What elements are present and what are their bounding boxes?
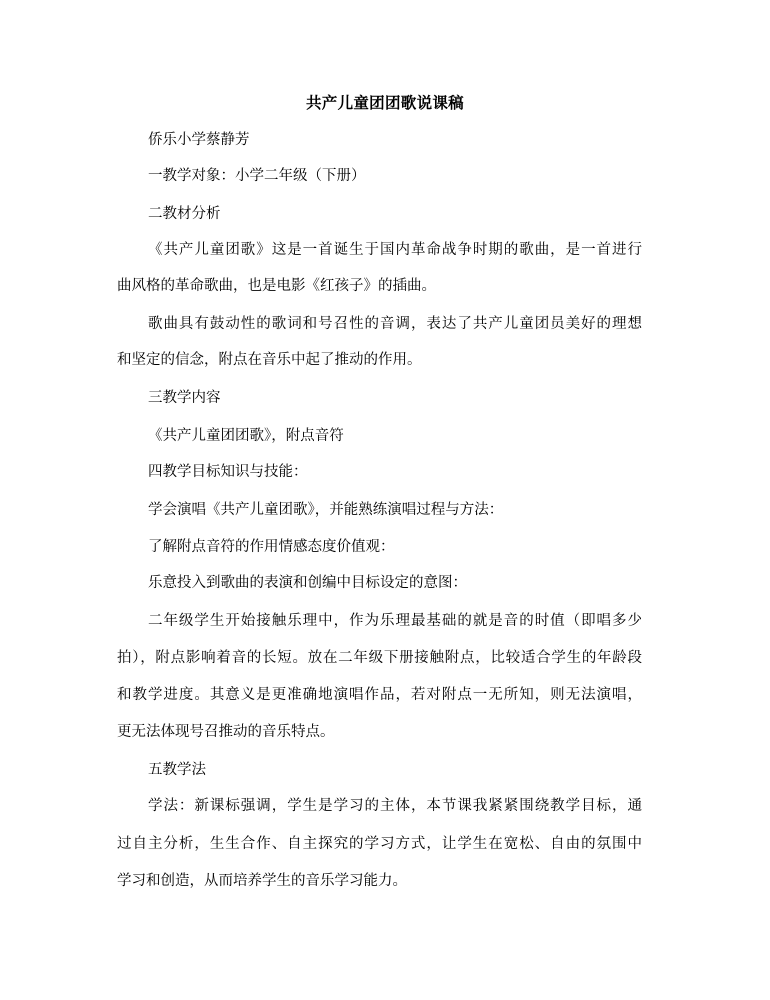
section-heading: 四教学目标知识与技能： bbox=[148, 464, 308, 480]
paragraph-line: 曲风格的革命歌曲，也是电影《红孩子》的插曲。 bbox=[117, 278, 436, 294]
paragraph-line: 和坚定的信念，附点在音乐中起了推动的作用。 bbox=[117, 352, 422, 368]
paragraph-line: 学会演唱《共产儿童团歌》，并能熟练演唱过程与方法： bbox=[148, 502, 504, 518]
author-line: 侨乐小学蔡静芳 bbox=[148, 132, 250, 148]
paragraph-line: 拍），附点影响着音的长短。放在二年级下册接触附点，比较适合学生的年龄段 bbox=[117, 650, 642, 666]
paragraph-line: 学习和创造，从而培养学生的音乐学习能力。 bbox=[117, 873, 407, 889]
paragraph-line: 歌曲具有鼓动性的歌词和号召性的音调，表达了共产儿童团员美好的理想 bbox=[148, 316, 642, 332]
paragraph-line: 过自主分析，生生合作、自主探究的学习方式，让学生在宽松、自由的氛围中 bbox=[117, 836, 642, 852]
paragraph-line: 一教学对象：小学二年级（下册） bbox=[148, 168, 366, 184]
paragraph-line: 《共产儿童团团歌》，附点音符 bbox=[148, 428, 344, 444]
paragraph-line: 了解附点音符的作用情感态度价值观： bbox=[148, 539, 395, 555]
paragraph-line: 《共产儿童团歌》这是一首诞生于国内革命战争时期的歌曲，是一首进行 bbox=[148, 242, 642, 258]
paragraph-line: 更无法体现号召推动的音乐特点。 bbox=[117, 724, 335, 740]
section-heading: 三教学内容 bbox=[148, 390, 221, 406]
section-heading: 二教材分析 bbox=[148, 206, 221, 222]
paragraph-line: 二年级学生开始接触乐理中，作为乐理最基础的就是音的时值（即唱多少 bbox=[148, 613, 642, 629]
paragraph-line: 和教学进度。其意义是更准确地演唱作品，若对附点一无所知，则无法演唱， bbox=[117, 687, 642, 703]
section-heading: 五教学法 bbox=[148, 762, 206, 778]
paragraph-line: 学法：新课标强调，学生是学习的主体，本节课我紧紧围绕教学目标，通 bbox=[148, 798, 642, 814]
paragraph-line: 乐意投入到歌曲的表演和创编中目标设定的意图： bbox=[148, 575, 467, 591]
document-title: 共产儿童团团歌说课稿 bbox=[305, 93, 464, 112]
